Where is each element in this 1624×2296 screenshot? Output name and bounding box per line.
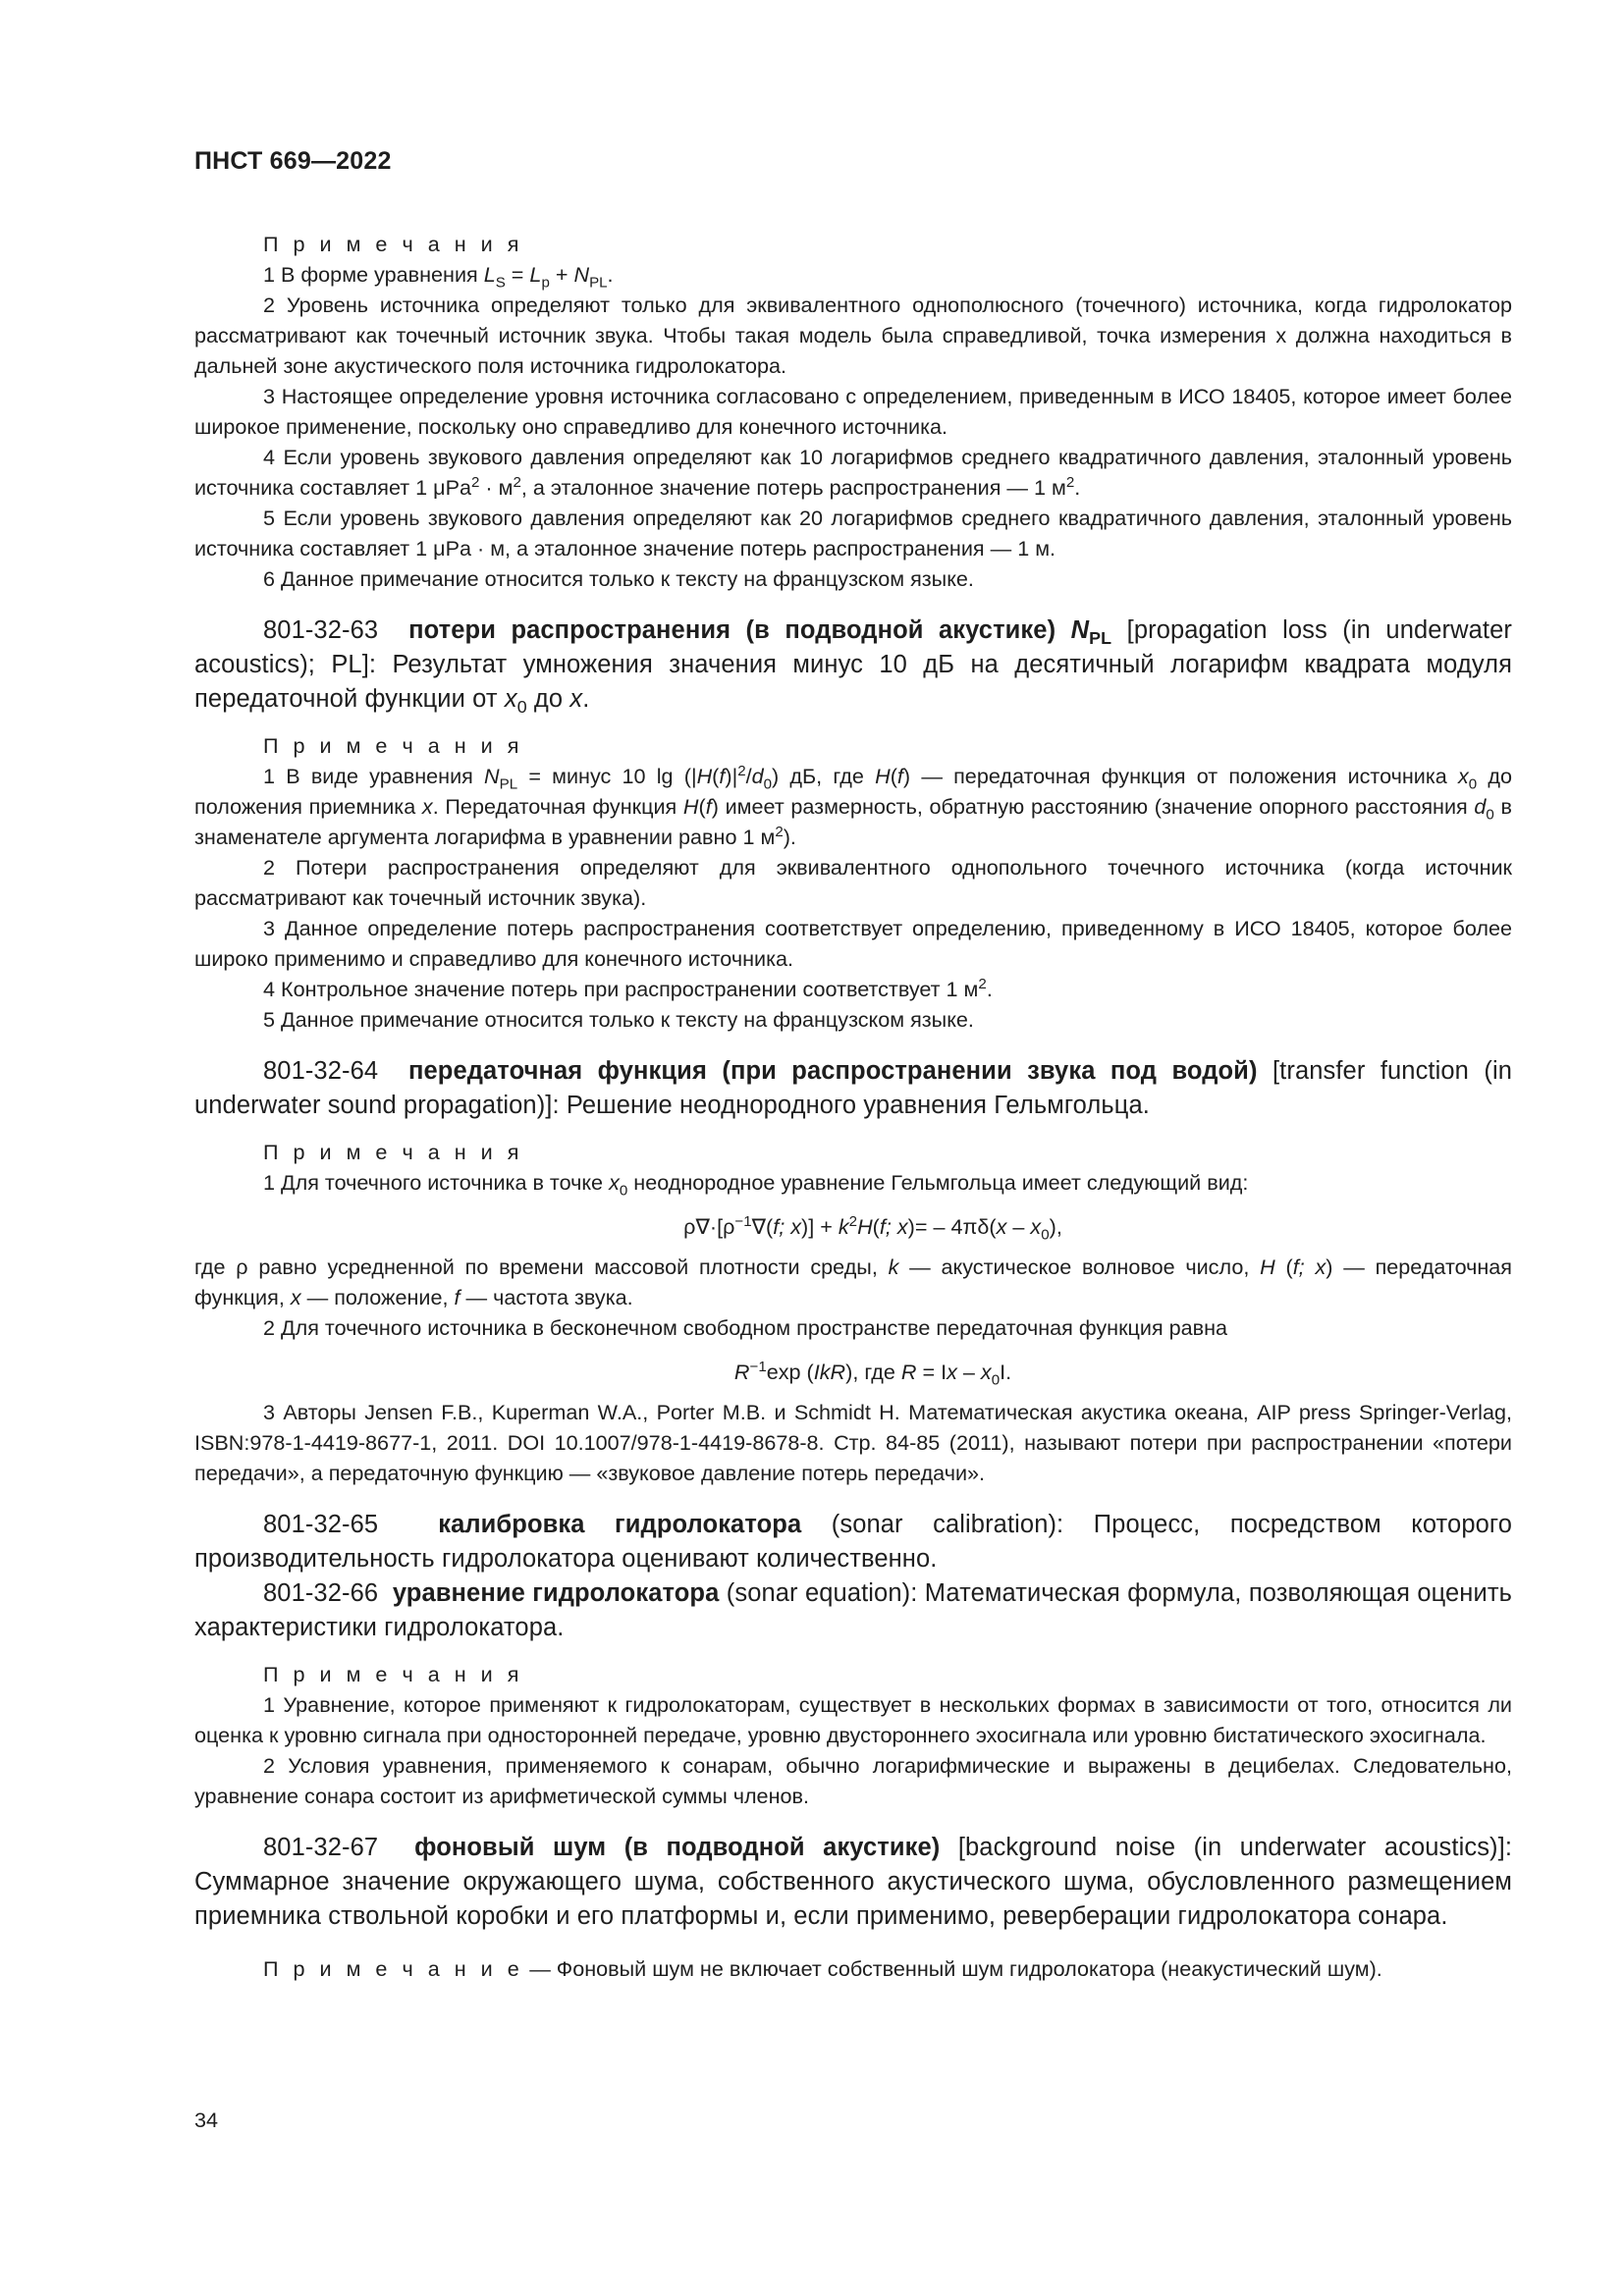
term-number: 801-32-67 xyxy=(263,1834,379,1861)
term-definition: (sonar calibration): Процесс, посредством которого производительность гидролокатора оценивают количественно. xyxy=(194,1511,1513,1573)
term-number: 801-32-63 xyxy=(263,616,379,644)
note-single-67 xyxy=(194,1953,1512,1984)
note-item: 5 Данное примечание относится только к тексту на французском языке. xyxy=(263,1007,974,1032)
notes-label: П р и м е ч а н и я xyxy=(263,1140,523,1164)
note-item: 1 Уравнение, которое применяют к гидролокаторам, существует в нескольких формах в зависимости от того, относится ли оценка к уровню сигнала при односторонней передаче, уровню двустороннего эхосигнала или уровню бистатического эхосигнала. xyxy=(194,1692,1512,1747)
notes-label: П р и м е ч а н и я xyxy=(263,1662,523,1686)
transfer-formula: $R^{-1}\exp$ (IkR), где $R = Ix - x_0I$. xyxy=(733,1358,1012,1389)
note-item: 2 Потери распространения определяют для эквивалентного однопольного точечного источника (когда источник рассматривают как точечный источник звука). xyxy=(194,855,1512,910)
term-symbol: $N_{PL}$ xyxy=(1070,616,1112,649)
term-number: 801-32-65 xyxy=(263,1511,379,1538)
note-text: — Фоновый шум не включает собственный шум гидролокатора (неакустический шум). xyxy=(529,1956,1382,1981)
note-item: 4 Контрольное значение потерь при распространении соответствует 1 $м^2$. xyxy=(263,975,993,1001)
term-entry-63: 801-32-63 потери распространения (в подводной акустике) $N_{PL}$ [propagation loss (in underwater acoustics); PL]: Результат умножения значения минус 10 дБ на десятичный логарифм квадрата модуля передаточной функции от $x_0$ до x. xyxy=(194,616,1512,718)
helmholtz-formula: $\rho\nabla\cdot[\rho^{-1}\nabla(f$; $x)] + k^2H(f$; $x)= - 4\pi\delta(x - x_0)$, xyxy=(683,1212,1062,1244)
standard-designation: ПНСТ 669—2022 xyxy=(194,147,392,175)
term-entry-65 xyxy=(194,1508,1512,1576)
notes-block-64 xyxy=(194,1137,1512,1488)
note-item: 1 Для точечного источника в точке $x_0$ неоднородное уравнение Гельмгольца имеет следующий вид: xyxy=(263,1170,1249,1200)
note-item: где ρ равно усредненной по времени массовой плотности среды, k — акустическое волновое число, H (f; x) — передаточная функция, x — положение, f — частота звука. xyxy=(194,1255,1513,1309)
term-name: передаточная функция (при распространении звука под водой) xyxy=(408,1057,1258,1085)
term-name: уравнение гидролокатора xyxy=(392,1579,720,1607)
note-item: 2 Уровень источника определяют только для эквивалентного однополюсного (точечного) источника, когда гидролокатор рассматривают как точечный источник звука. Чтобы такая модель была справедливой, точка измерения x должна находиться в дальней зоне акустического поля источника гидролокатора. xyxy=(194,293,1512,378)
term-definition: [background noise (in underwater acoustics)]: Суммарное значение окружающего шума, собственного акустического шума, обусловленного размещением приемника ствольной коробки и его платформы и, если применимо, реверберации гидролокатора сонара. xyxy=(194,1834,1513,1930)
term-number: 801-32-64 xyxy=(263,1057,379,1085)
note-item: 1 В форме уравнения $L_S = L_p + N_{PL}$. xyxy=(263,262,614,292)
notes-label: П р и м е ч а н и я xyxy=(263,232,523,256)
term-definition: [transfer function (in underwater sound propagation)]: Решение неоднородного уравнения Гельмгольца. xyxy=(194,1057,1512,1119)
term-entry-64 xyxy=(194,1054,1512,1123)
term-number: 801-32-66 xyxy=(263,1579,379,1607)
document-page xyxy=(194,147,1512,1984)
note-label: П р и м е ч а н и е xyxy=(263,1956,524,1981)
note-item: 1 В виде уравнения $N_{PL}$ = минус 10 $\lg (|H(f)|^2/d_0)$ дБ, где H(f) — передаточная функция от положения источника $x_0$ до положения приемника x. Передаточная функция H(f) имеет размерность, обратную расстоянию (значение опорного расстояния $d_0$ в знаменателе аргумента логарифма в уравнении равно 1 $м^2$). xyxy=(194,762,1512,849)
note-item: 3 Настоящее определение уровня источника согласовано с определением, приведенным в ИСО 18405, которое имеет более широкое применение, поскольку оно справедливо для конечного источника. xyxy=(194,384,1512,439)
note-item: 3 Авторы Jensen F.B., Kuperman W.A., Porter M.B. и Schmidt H. Математическая акустика океана, AIP press Springer-Verlag, ISBN:978-1-4419-8677-1, 2011. DOI 10.1007/978-1-4419-8678-8. Стр. 84-85 (2011), называют потери при распространении «потери передачи», а передаточную функцию — «звуковое давление потерь передачи». xyxy=(194,1400,1512,1485)
page-number: 34 xyxy=(194,2108,219,2132)
note-item: 2 Условия уравнения, применяемого к сонарам, обычно логарифмические и выражены в децибелах. Следовательно, уравнение сонара состоит из арифметической суммы членов. xyxy=(194,1753,1512,1808)
term-entry-67 xyxy=(194,1831,1512,1934)
term-entry-66 xyxy=(194,1576,1512,1645)
note-item: 3 Данное определение потерь распространения соответствует определению, приведенному в ИСО 18405, которое более широко применимо и справедливо для конечного источника. xyxy=(194,916,1512,971)
note-item: 5 Если уровень звукового давления определяют как 20 логарифмов среднего квадратичного давления, эталонный уровень источника составляет 1 μPa · м, а эталонное значение потерь распространения — 1 м. xyxy=(194,506,1512,561)
note-item: 4 Если уровень звукового давления определяют как 10 логарифмов среднего квадратичного давления, эталонный уровень источника составляет 1 $\mu Pa^2 \cdot м^2$, а эталонное значение потерь распространения — 1 $м^2$. xyxy=(194,445,1512,500)
term-name: потери распространения (в подводной акустике) xyxy=(408,616,1056,644)
term-name: фоновый шум (в подводной акустике) xyxy=(414,1834,941,1861)
term-definition: (sonar equation): Математическая формула, позволяющая оценить характеристики гидролокатора. xyxy=(194,1579,1512,1641)
note-item: 6 Данное примечание относится только к тексту на французском языке. xyxy=(263,566,974,591)
term-name: калибровка гидролокатора xyxy=(438,1511,802,1538)
note-item: 2 Для точечного источника в бесконечном свободном пространстве передаточная функция равна xyxy=(263,1315,1228,1340)
notes-block-63 xyxy=(194,730,1512,1035)
notes-block-source-level xyxy=(194,229,1512,594)
notes-block-66 xyxy=(194,1659,1512,1811)
notes-label: П р и м е ч а н и я xyxy=(263,733,523,758)
